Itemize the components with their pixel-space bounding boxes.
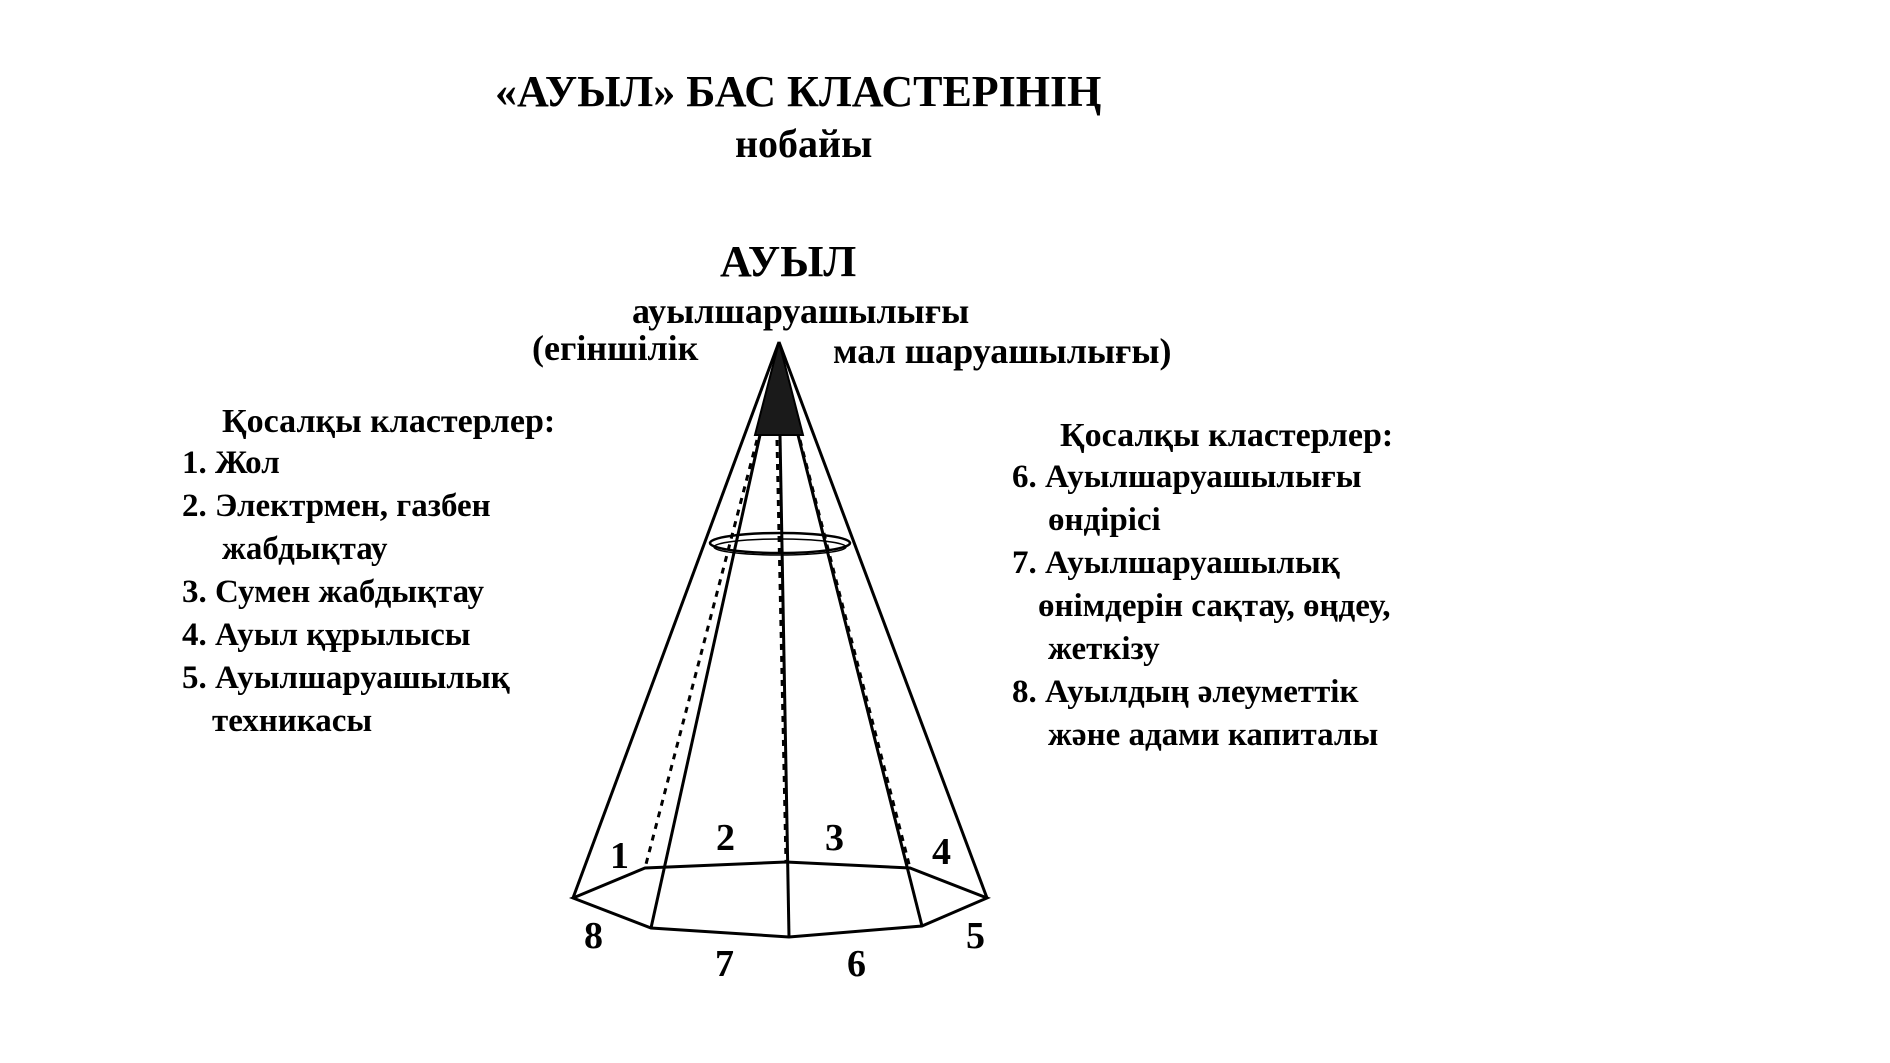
cluster-item-7-cont2: жеткізу	[1048, 631, 1160, 667]
cone-edge-right	[779, 342, 987, 898]
cluster-item-8: 8. Ауылдың әлеуметтік	[1012, 674, 1359, 710]
apex-subtitle: ауылшаруашылығы	[632, 291, 970, 331]
cluster-item-5: 5. Ауылшаруашылық	[182, 660, 510, 696]
cluster-item-4: 4. Ауыл құрылысы	[182, 617, 471, 653]
diagram-title: «АУЫЛ» БАС КЛАСТЕРІНІҢ	[495, 67, 1102, 116]
cluster-item-6: 6. Ауылшаруашылығы	[1012, 459, 1362, 495]
apex-right-note: мал шаруашылығы)	[833, 331, 1172, 371]
cluster-item-7: 7. Ауылшаруашылық	[1012, 545, 1340, 581]
face-number-3: 3	[825, 817, 844, 859]
cluster-item-2-cont: жабдықтау	[222, 531, 388, 567]
diagram-subtitle: нобайы	[735, 121, 873, 166]
cluster-item-2: 2. Электрмен, газбен	[182, 488, 491, 524]
cluster-item-1: 1. Жол	[182, 445, 280, 481]
cluster-item-7-cont: өнімдерін сақтау, өңдеу,	[1038, 588, 1391, 624]
apex-left-note: (егіншілік	[532, 328, 699, 368]
cone-edge-back-3	[800, 440, 910, 868]
left-cluster-heading: Қосалқы кластерлер:	[222, 403, 556, 440]
cluster-item-6-cont: өндірісі	[1048, 502, 1161, 538]
cone-edge-front-7-8	[651, 435, 760, 928]
cone-edge-back-1	[645, 440, 757, 868]
cone-edge-front-5-6	[798, 435, 922, 926]
face-number-2: 2	[716, 817, 735, 859]
face-number-8: 8	[584, 915, 603, 957]
face-number-4: 4	[932, 831, 951, 873]
cone-base	[573, 862, 987, 937]
cluster-item-5-cont: техникасы	[212, 703, 373, 739]
cluster-item-3: 3. Сумен жабдықтау	[182, 574, 484, 610]
apex-title: АУЫЛ	[720, 237, 857, 286]
face-number-6: 6	[847, 943, 866, 985]
cluster-item-8-cont: және адами капиталы	[1048, 717, 1379, 753]
face-number-1: 1	[610, 835, 629, 877]
face-number-5: 5	[966, 915, 985, 957]
right-cluster-heading: Қосалқы кластерлер:	[1060, 417, 1394, 454]
face-number-7: 7	[715, 943, 734, 985]
